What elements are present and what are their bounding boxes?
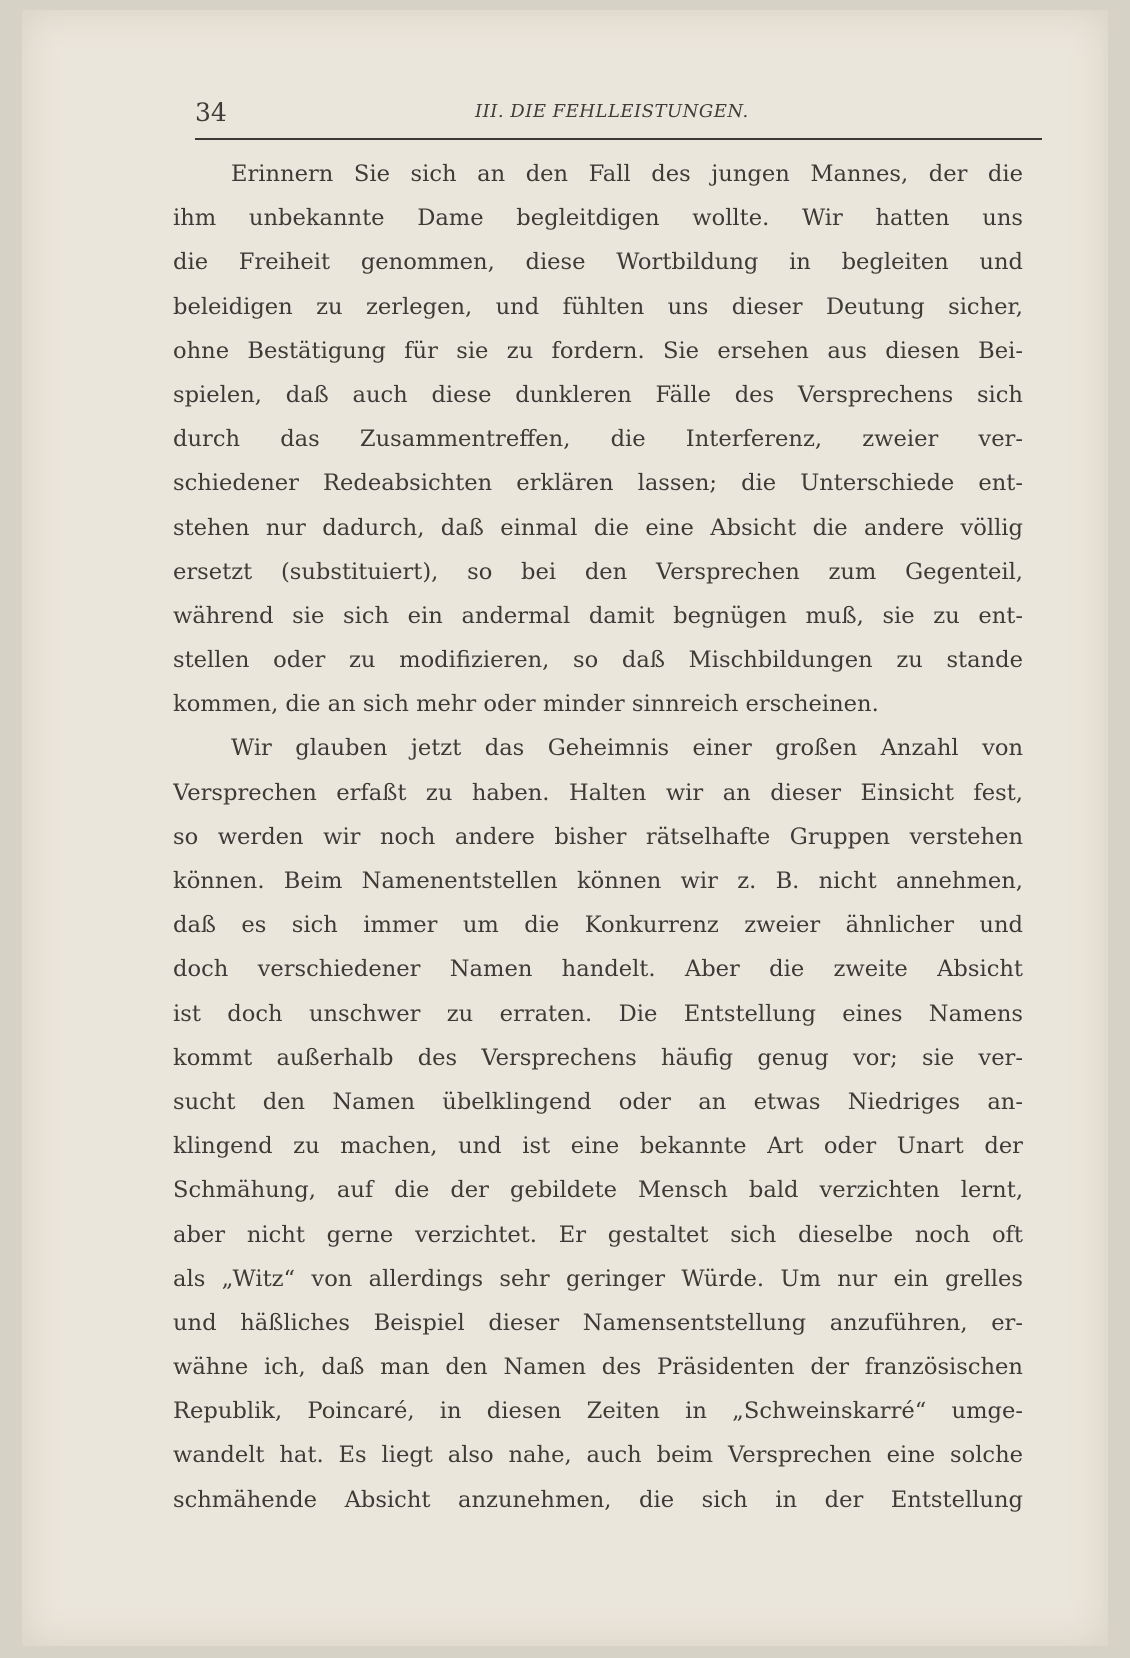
text-line: kommt außerhalb des Versprechens häufig genug vor; sie ver- bbox=[173, 1044, 1023, 1071]
text-line: doch verschiedener Namen handelt. Aber die zweite Absicht bbox=[173, 956, 1023, 983]
text-line: ersetzt (substituiert), so bei den Versprechen zum Gegenteil, bbox=[173, 558, 1023, 585]
text-line: daß es sich immer um die Konkurrenz zweier ähnlicher und bbox=[173, 912, 1023, 939]
text-line: während sie sich ein andermal damit begnügen muß, sie zu ent- bbox=[173, 602, 1023, 629]
text-line: schiedener Redeabsichten erklären lassen; die Unterschiede ent- bbox=[173, 470, 1023, 497]
text-line: Republik, Poincaré, in diesen Zeiten in „Schweinskarré“ umge- bbox=[173, 1398, 1023, 1425]
text-line: Erinnern Sie sich an den Fall des jungen Mannes, der die bbox=[231, 161, 1023, 187]
text-line: schmähende Absicht anzunehmen, die sich in der Entstellung bbox=[173, 1486, 1023, 1513]
text-line: aber nicht gerne verzichtet. Er gestaltet sich dieselbe noch oft bbox=[173, 1221, 1023, 1248]
page-header bbox=[195, 94, 1042, 140]
text-line: Schmähung, auf die der gebildete Mensch bald verzichten lernt, bbox=[173, 1177, 1023, 1204]
text-line: ohne Bestätigung für sie zu fordern. Sie ersehen aus diesen Bei- bbox=[173, 337, 1023, 364]
text-line: als „Witz“ von allerdings sehr geringer Würde. Um nur ein grelles bbox=[173, 1265, 1023, 1292]
text-line: ihm unbekannte Dame begleitdigen wollte. Wir hatten uns bbox=[173, 205, 1023, 232]
text-line: die Freiheit genommen, diese Wortbildung in begleiten und bbox=[173, 249, 1023, 276]
text-line: beleidigen zu zerlegen, und fühlten uns dieser Deutung sicher, bbox=[173, 293, 1023, 320]
body-text bbox=[173, 152, 1023, 1522]
text-line: Wir glauben jetzt das Geheimnis einer großen Anzahl von bbox=[231, 735, 1023, 762]
text-line: stehen nur dadurch, daß einmal die eine Absicht die andere völlig bbox=[173, 514, 1023, 541]
page-number: 34 bbox=[195, 98, 227, 127]
text-line: stellen oder zu modifizieren, so daß Mischbildungen zu stande bbox=[173, 647, 1023, 674]
running-title: III. DIE FEHLLEISTUNGEN. bbox=[475, 101, 749, 122]
text-line: Versprechen erfaßt zu haben. Halten wir an dieser Einsicht fest, bbox=[173, 779, 1023, 806]
text-line: so werden wir noch andere bisher rätselhafte Gruppen verstehen bbox=[173, 823, 1023, 850]
text-line: ist doch unschwer zu erraten. Die Entstellung eines Namens bbox=[173, 1000, 1023, 1027]
text-line: kommen, die an sich mehr oder minder sinnreich erscheinen. bbox=[173, 691, 879, 718]
text-line: spielen, daß auch diese dunkleren Fälle des Versprechens sich bbox=[173, 381, 1023, 408]
text-line: durch das Zusammentreffen, die Interferenz, zweier ver- bbox=[173, 426, 1023, 453]
text-line: sucht den Namen übelklingend oder an etwas Niedriges an- bbox=[173, 1088, 1023, 1115]
text-line: klingend zu machen, und ist eine bekannte Art oder Unart der bbox=[173, 1133, 1023, 1160]
text-line: können. Beim Namenentstellen können wir z. B. nicht annehmen, bbox=[173, 868, 1023, 894]
text-line: wandelt hat. Es liegt also nahe, auch beim Versprechen eine solche bbox=[173, 1442, 1023, 1469]
text-line: wähne ich, daß man den Namen des Präsidenten der französischen bbox=[173, 1354, 1023, 1381]
text-line: und häßliches Beispiel dieser Namensentstellung anzuführen, er- bbox=[173, 1309, 1023, 1336]
